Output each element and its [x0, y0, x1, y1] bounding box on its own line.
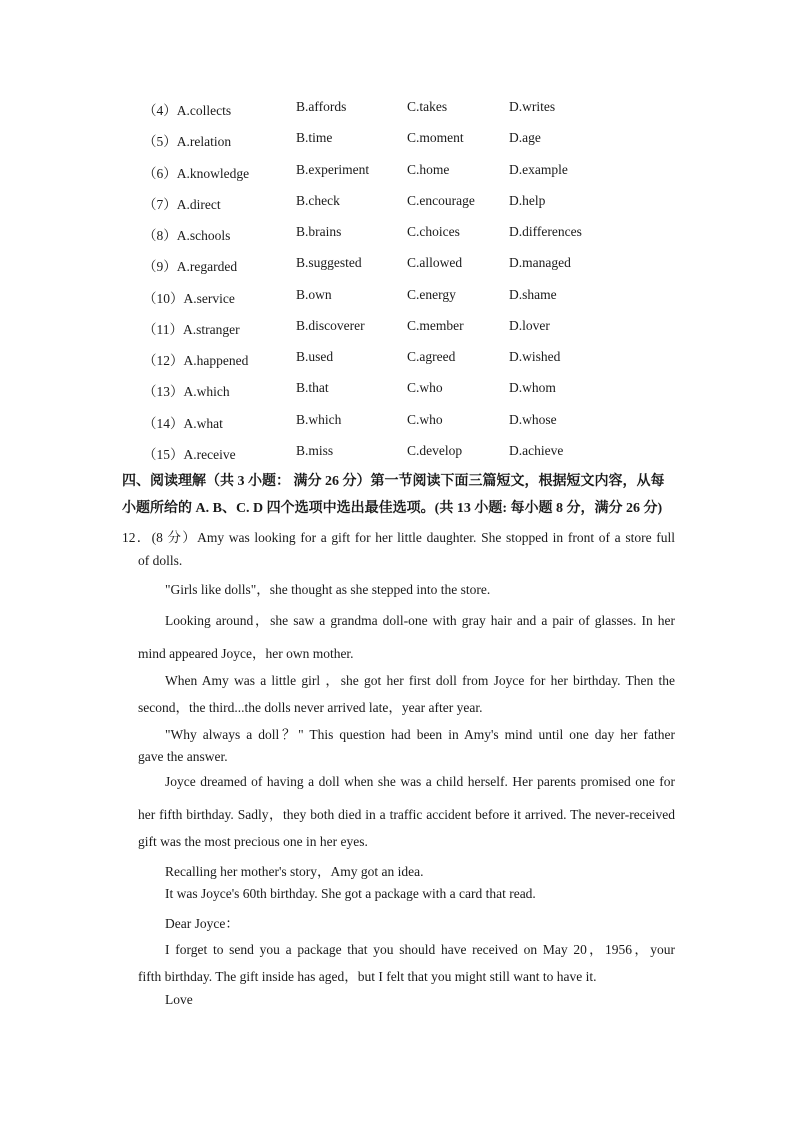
option-row — [0, 318, 794, 340]
option-row — [0, 193, 794, 215]
option-a: （12）A.happened — [143, 353, 249, 368]
option-b: B.check — [296, 193, 340, 208]
option-row — [0, 412, 794, 434]
option-b: B.which — [296, 412, 342, 427]
option-d: D.whose — [509, 412, 557, 427]
option-a: （8）A.schools — [143, 228, 231, 243]
option-c: C.member — [407, 318, 464, 333]
option-row — [0, 443, 794, 465]
option-row — [0, 130, 794, 152]
option-d: D.wished — [509, 349, 561, 364]
option-c: C.encourage — [407, 193, 475, 208]
paragraph: I forget to send you a package that you should have received on May 20，1956，your — [165, 942, 675, 957]
option-b: B.own — [296, 287, 332, 302]
option-c: C.develop — [407, 443, 463, 458]
option-b: B.that — [296, 380, 329, 395]
option-d: D.help — [509, 193, 546, 208]
paragraph: Recalling her mother's story，Amy got an idea. — [165, 864, 424, 879]
option-b: B.suggested — [296, 255, 362, 270]
paragraph: mind appeared Joyce，her own mother. — [138, 646, 354, 661]
option-row — [0, 287, 794, 309]
option-d: D.shame — [509, 287, 557, 302]
option-d: D.writes — [509, 99, 556, 114]
paragraph: It was Joyce's 60th birthday. She got a package with a card that read. — [165, 886, 536, 901]
option-c: C.who — [407, 412, 443, 427]
option-a: （10）A.service — [143, 291, 235, 306]
paragraph: fifth birthday. The gift inside has aged，but I felt that you might still want to have it. — [138, 969, 597, 984]
paragraph: When Amy was a little girl ，she got her first doll from Joyce for her birthday. Then the — [165, 673, 675, 688]
option-d: D.example — [509, 162, 568, 177]
option-b: B.miss — [296, 443, 334, 458]
question-line: of dolls. — [138, 553, 183, 568]
paragraph: gave the answer. — [138, 749, 228, 764]
option-b: B.time — [296, 130, 333, 145]
question-line: 12．(8 分）Amy was looking for a gift for her little daughter. She stopped in front of a store full — [122, 530, 675, 545]
section-heading-line2: 小题所给的 A. B、C. D 四个选项中选出最佳选项。(共 13 小题: 每小题 8 分，满分 26 分) — [122, 501, 663, 516]
option-a: （5）A.relation — [143, 134, 232, 149]
paragraph: Love — [165, 992, 193, 1007]
option-c: C.home — [407, 162, 450, 177]
option-c: C.takes — [407, 99, 448, 114]
option-d: D.whom — [509, 380, 556, 395]
option-row — [0, 255, 794, 277]
option-a: （4）A.collects — [143, 103, 232, 118]
option-d: D.lover — [509, 318, 550, 333]
option-b: B.experiment — [296, 162, 370, 177]
paragraph: Joyce dreamed of having a doll when she was a child herself. Her parents promised one for — [165, 774, 675, 789]
option-d: D.achieve — [509, 443, 564, 458]
option-c: C.energy — [407, 287, 456, 302]
option-b: B.discoverer — [296, 318, 365, 333]
option-row — [0, 99, 794, 121]
option-d: D.managed — [509, 255, 571, 270]
option-b: B.brains — [296, 224, 342, 239]
option-d: D.age — [509, 130, 541, 145]
option-c: C.who — [407, 380, 443, 395]
paragraph: Dear Joyce： — [165, 916, 239, 931]
paragraph: gift was the most precious one in her eyes. — [138, 834, 368, 849]
option-b: B.affords — [296, 99, 347, 114]
option-a: （9）A.regarded — [143, 259, 238, 274]
paragraph: her fifth birthday. Sadly，they both died in a traffic accident before it arrived. The never-received — [138, 807, 675, 822]
option-a: （7）A.direct — [143, 197, 221, 212]
option-a: （15）A.receive — [143, 447, 236, 462]
option-c: C.agreed — [407, 349, 456, 364]
option-row — [0, 224, 794, 246]
paragraph: second，the third...the dolls never arrived late，year after year. — [138, 700, 483, 715]
option-c: C.moment — [407, 130, 464, 145]
paragraph: "Why always a doll？" This question had been in Amy's mind until one day her father — [165, 727, 675, 742]
paragraph: "Girls like dolls"，she thought as she stepped into the store. — [165, 582, 491, 597]
option-a: （14）A.what — [143, 416, 223, 431]
option-row — [0, 162, 794, 184]
option-a: （13）A.which — [143, 384, 230, 399]
option-a: （11）A.stranger — [143, 322, 240, 337]
option-b: B.used — [296, 349, 334, 364]
section-heading-line1: 四、阅读理解（共 3 小题： 满分 26 分）第一节阅读下面三篇短文，根据短文内容，从每 — [122, 474, 665, 489]
option-a: （6）A.knowledge — [143, 166, 250, 181]
option-c: C.choices — [407, 224, 460, 239]
paragraph: Looking around，she saw a grandma doll-one with gray hair and a pair of glasses. In her — [165, 613, 675, 628]
option-row — [0, 380, 794, 402]
option-c: C.allowed — [407, 255, 463, 270]
option-d: D.differences — [509, 224, 582, 239]
option-row — [0, 349, 794, 371]
